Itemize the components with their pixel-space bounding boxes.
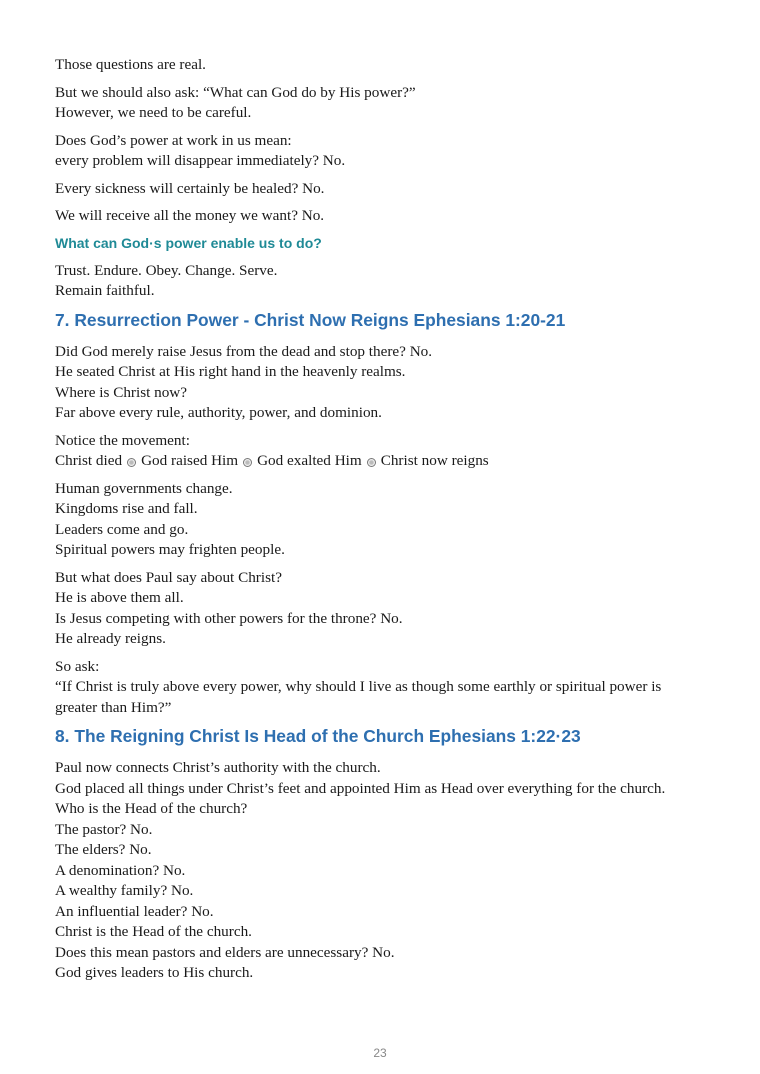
text-line: Paul now connects Christ’s authority with the church. [55,759,381,776]
text-line: We will receive all the money we want? No. [55,207,325,224]
paragraph [55,83,700,124]
text-line: But what does Paul say about Christ? [55,568,282,586]
text-line: Remain faithful. [55,282,155,299]
paragraph [55,55,700,76]
text-line: Leaders come and go. [55,520,189,538]
section-heading-7: 7. Resurrection Power - Christ Now Reigns Ephesians 1:20-21 [55,309,566,330]
text-line: “If Christ is truly above every power, why should I live as though some earthly or spiritual power is greater than Him?” [55,678,662,716]
movement-flow [55,451,700,472]
text-line: Kingdoms rise and fall. [55,500,198,517]
section-heading-8: 8. The Reigning Christ Is Head of the Church Ephesians 1:22·23 [55,726,581,746]
text-line: Does this mean pastors and elders are unnecessary? No. [55,943,395,961]
text-line: God placed all things under Christ’s feet and appointed Him as Head over everything for the church. [55,779,666,797]
text-line: So ask: [55,657,100,675]
bullet-dot-icon [243,458,252,467]
paragraph [55,342,700,424]
paragraph [55,431,700,472]
text-line: He is above them all. [55,589,184,606]
text-line: Far above every rule, authority, power, and dominion. [55,404,382,421]
text-line: Is Jesus competing with other powers for the throne? No. [55,609,403,627]
subheading: What can God·s power enable us to do? [55,234,322,251]
bullet-dot-icon [127,458,136,467]
text-line: Christ is the Head of the church. [55,923,252,940]
paragraph [55,479,700,561]
text-line: A denomination? No. [55,861,186,879]
text-line: He seated Christ at His right hand in the heavenly realms. [55,363,406,380]
text-line: Human governments change. [55,479,233,497]
paragraph [55,131,700,172]
text-line: Did God merely raise Jesus from the dead and stop there? No. [55,342,433,360]
paragraph [55,568,700,650]
paragraph [55,758,700,984]
text-line: every problem will disappear immediately? No. [55,152,346,169]
paragraph [55,179,700,200]
flow-step: Christ now reigns [380,452,489,469]
text-line: The pastor? No. [55,820,153,838]
text-line: But we should also ask: “What can God do by His power?” [55,83,416,101]
text-line: A wealthy family? No. [55,882,194,899]
bullet-dot-icon [367,458,376,467]
page-number: 23 [373,1046,387,1060]
paragraph [55,206,700,227]
text-line: Who is the Head of the church? [55,800,248,817]
text-line: Where is Christ now? [55,383,188,401]
text-line: He already reigns. [55,630,166,647]
paragraph [55,657,700,719]
flow-step: Christ died [55,452,123,469]
text-line: Does God’s power at work in us mean: [55,131,292,149]
text-line: However, we need to be careful. [55,104,252,121]
text-line: Those questions are real. [55,56,206,73]
text-line: Spiritual powers may frighten people. [55,541,285,558]
text-line: Notice the movement: [55,431,190,449]
text-line: Trust. Endure. Obey. Change. Serve. [55,261,278,279]
text-line: An influential leader? No. [55,902,214,920]
text-line: The elders? No. [55,841,152,858]
text-line: Every sickness will certainly be healed? No. [55,179,325,197]
flow-step: God exalted Him [257,452,362,469]
paragraph [55,261,700,302]
text-line: God gives leaders to His church. [55,964,254,981]
flow-step: God raised Him [141,452,239,469]
